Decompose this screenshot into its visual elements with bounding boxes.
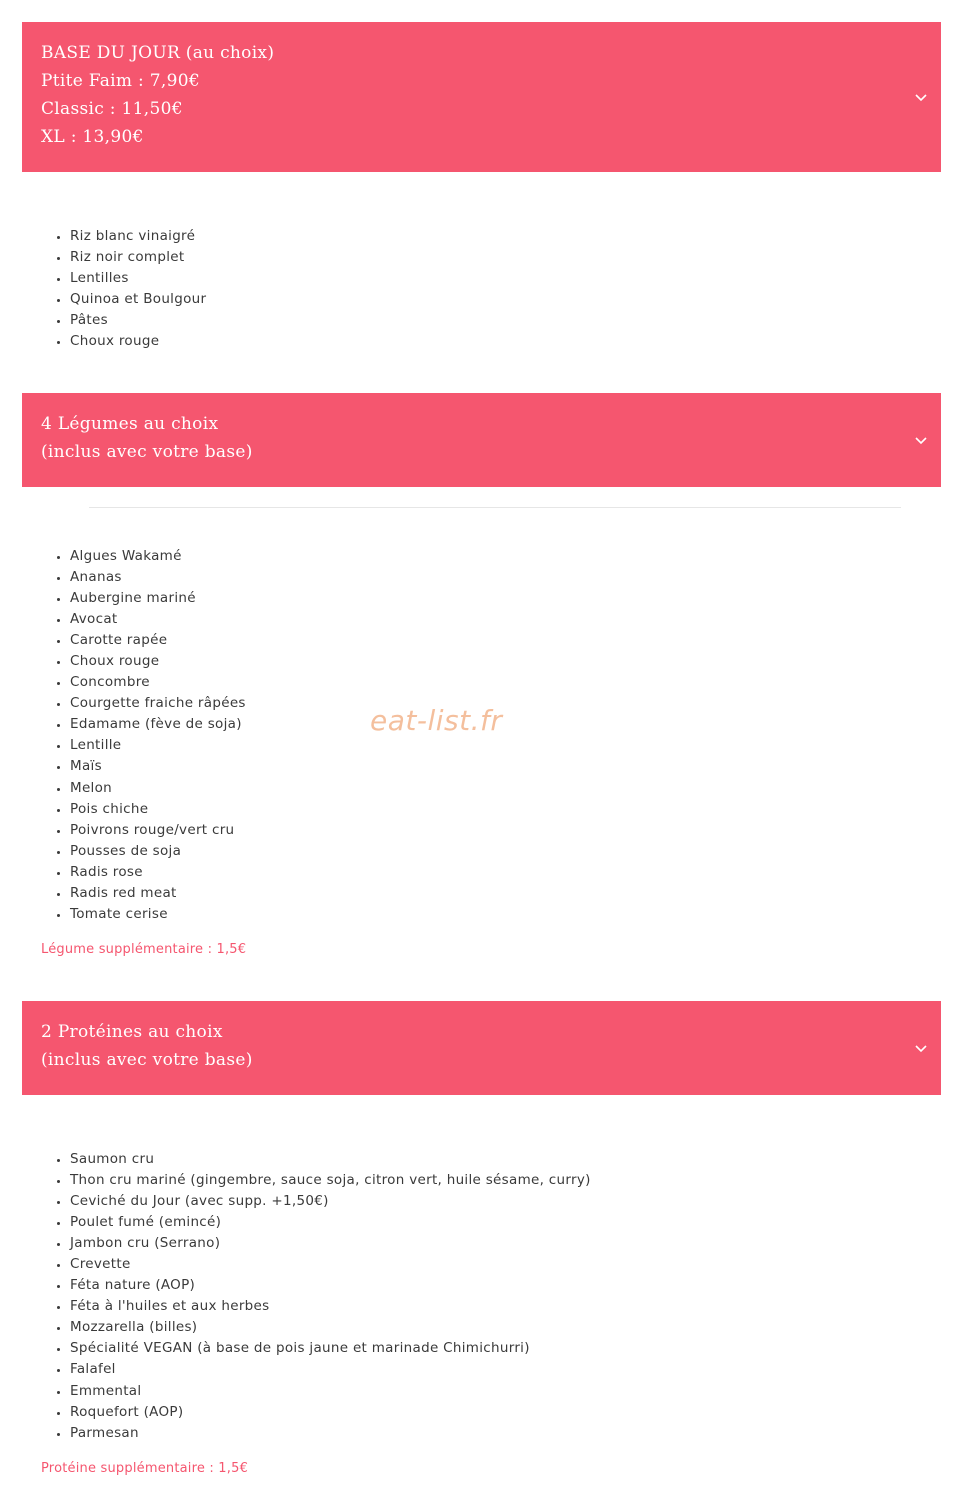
list-item: • Crevette [70,1254,591,1275]
list-item: • Algues Wakamé [70,546,246,567]
list-item: • Roquefort (AOP) [70,1402,591,1423]
list-item: • Choux rouge [70,331,206,352]
chevron-down-icon[interactable] [915,1042,927,1054]
list-item: • Parmesan [70,1423,591,1444]
list-item: • Maïs [70,756,246,777]
list-item: • Melon [70,778,246,799]
price-xl: XL : 13,90€ [41,127,144,147]
list-item: • Radis red meat [70,883,246,904]
header-subtitle: (inclus avec votre base) [41,1050,253,1070]
list-item: • Quinoa et Boulgour [70,289,206,310]
list-item: • Jambon cru (Serrano) [70,1233,591,1254]
accordion-header-legumes[interactable] [22,393,941,487]
list-item: • Falafel [70,1359,591,1380]
list-item: • Thon cru mariné (gingembre, sauce soja, citron vert, huile sésame, curry) [70,1170,591,1191]
proteines-list [41,1149,591,1444]
price-ptite-faim: Ptite Faim : 7,90€ [41,71,200,91]
list-item: • Aubergine mariné [70,588,246,609]
header-title: 2 Protéines au choix [41,1022,223,1042]
list-item: • Poivrons rouge/vert cru [70,820,246,841]
list-item: • Ananas [70,567,246,588]
accordion-header-proteines[interactable] [22,1001,941,1095]
list-item: • Ceviché du Jour (avec supp. +1,50€) [70,1191,591,1212]
divider [89,507,901,508]
header-title: 4 Légumes au choix [41,414,219,434]
list-item: • Choux rouge [70,651,246,672]
list-item: • Féta à l'huiles et aux herbes [70,1296,591,1317]
header-subtitle: (inclus avec votre base) [41,442,253,462]
list-item: • Tomate cerise [70,904,246,925]
list-item: • Riz blanc vinaigré [70,226,206,247]
accordion-header-base[interactable] [22,22,941,172]
watermark: eat-list.fr [370,704,503,737]
list-item: • Emmental [70,1381,591,1402]
chevron-down-icon[interactable] [915,91,927,103]
list-item: • Lentilles [70,268,206,289]
base-list [41,226,206,352]
list-item: • Riz noir complet [70,247,206,268]
price-classic: Classic : 11,50€ [41,99,183,119]
list-item: • Concombre [70,672,246,693]
list-item: • Radis rose [70,862,246,883]
extra-proteine-note: Protéine supplémentaire : 1,5€ [41,1461,249,1476]
header-title: BASE DU JOUR (au choix) [41,43,275,63]
list-item: • Pois chiche [70,799,246,820]
list-item: • Courgette fraiche râpées [70,693,246,714]
list-item: • Spécialité VEGAN (à base de pois jaune et marinade Chimichurri) [70,1338,591,1359]
list-item: • Pousses de soja [70,841,246,862]
chevron-down-icon[interactable] [915,434,927,446]
legumes-list [41,546,246,925]
extra-legume-note: Légume supplémentaire : 1,5€ [41,942,247,957]
list-item: • Carotte rapée [70,630,246,651]
list-item: • Poulet fumé (emincé) [70,1212,591,1233]
list-item: • Edamame (fève de soja) [70,714,246,735]
list-item: • Pâtes [70,310,206,331]
list-item: • Mozzarella (billes) [70,1317,591,1338]
list-item: • Saumon cru [70,1149,591,1170]
list-item: • Féta nature (AOP) [70,1275,591,1296]
list-item: • Lentille [70,735,246,756]
list-item: • Avocat [70,609,246,630]
